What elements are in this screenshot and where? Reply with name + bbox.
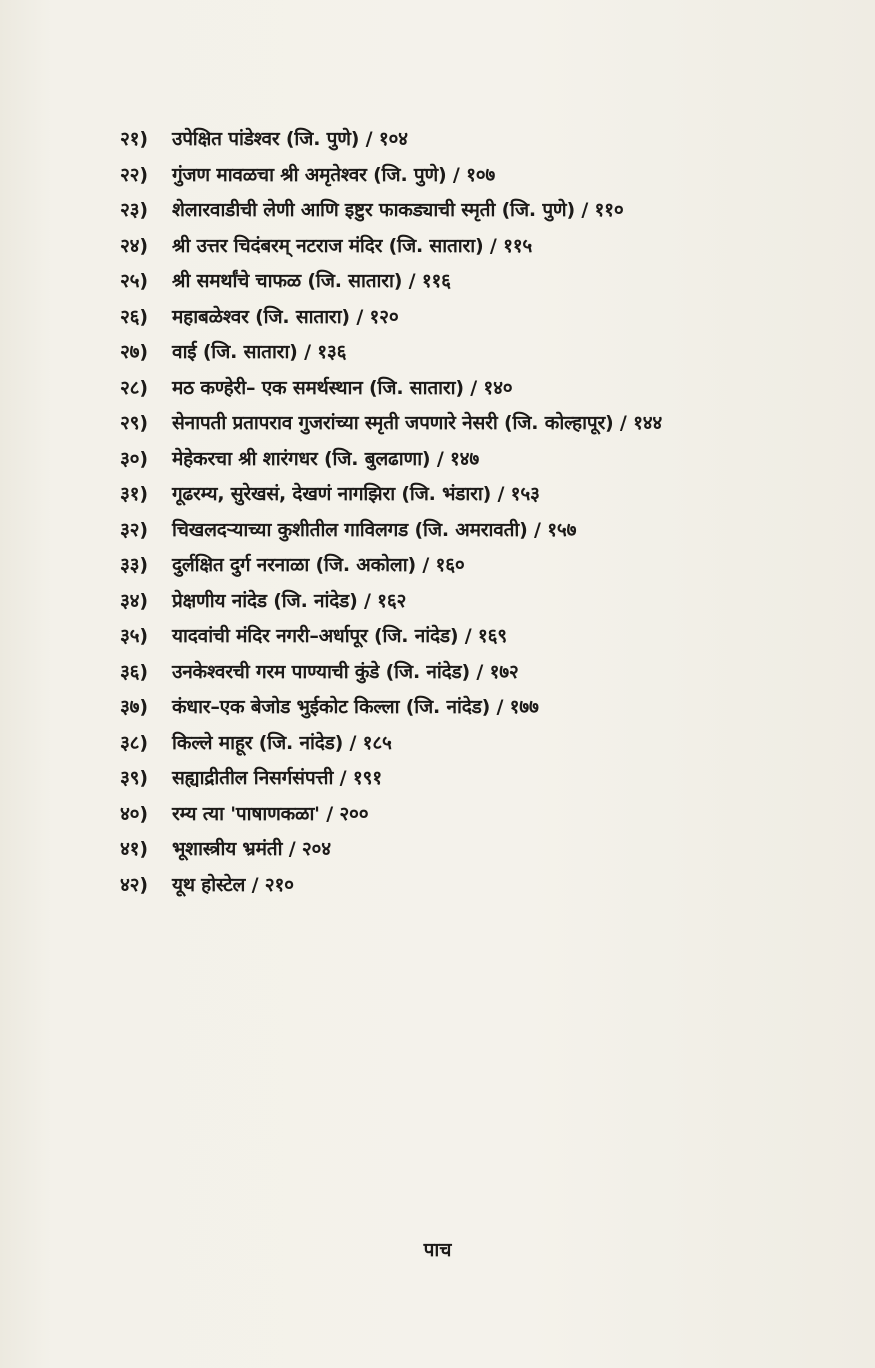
entry-number: ३९) (120, 767, 148, 789)
entry-title: यादवांची मंदिर नगरी–अर्धापूर (जि. नांदेड) / १६९ (172, 625, 507, 647)
entry-title: प्रेक्षणीय नांदेड (जि. नांदेड) / १६२ (172, 589, 407, 612)
entry-title: वाई (जि. सातारा) / १३६ (172, 341, 347, 363)
toc-entry (120, 158, 840, 194)
entry-title: सेनापती प्रतापराव गुजरांच्या स्मृती जपणारे नेसरी (जि. कोल्हापूर) / १४४ (172, 412, 663, 434)
entry-number: ४०) (120, 802, 148, 825)
toc-entry (120, 690, 840, 726)
toc-entry (120, 761, 840, 797)
toc-entry (120, 229, 840, 265)
entry-title: शेलारवाडीची लेणी आणि इष्टुर फाकड्याची स्मृती (जि. पुणे) / ११० (172, 199, 624, 221)
entry-title: उनकेश्वरची गरम पाण्याची कुंडे (जि. नांदेड) / १७२ (172, 660, 519, 683)
entry-number: ३१) (120, 483, 148, 505)
entry-title: दुर्लक्षित दुर्ग नरनाळा (जि. अकोला) / १६० (172, 554, 465, 576)
toc-entry (120, 584, 840, 620)
toc-entry (120, 371, 840, 407)
toc-entry (120, 513, 840, 549)
toc-entry (120, 193, 840, 229)
entry-title: भूशास्त्रीय भ्रमंती / २०४ (172, 838, 331, 860)
entry-title: गूढरम्य, सुरेखसं, देखणं नागझिरा (जि. भंडारा) / १५३ (172, 483, 540, 505)
toc-entry (120, 548, 840, 584)
toc-entry (120, 655, 840, 691)
toc-entry (120, 726, 840, 762)
entry-number: २८) (120, 376, 148, 399)
table-of-contents (120, 122, 840, 903)
entry-number: २२) (120, 163, 148, 186)
entry-number: २९) (120, 412, 148, 434)
toc-entry (120, 477, 840, 513)
entry-title: मठ कण्हेरी– एक समर्थस्थान (जि. सातारा) / १४० (172, 376, 513, 399)
entry-number: २४) (120, 234, 148, 257)
toc-entry (120, 122, 840, 158)
entry-number: ४१) (120, 838, 148, 860)
toc-entry (120, 264, 840, 300)
entry-number: ३६) (120, 660, 148, 683)
toc-entry (120, 300, 840, 336)
entry-title: श्री उत्तर चिदंबरम् नटराज मंदिर (जि. सातारा) / ११५ (172, 234, 533, 257)
toc-entry (120, 619, 840, 655)
entry-number: ३८) (120, 731, 148, 754)
entry-number: ३५) (120, 625, 148, 647)
entry-number: २६) (120, 305, 148, 328)
entry-title: यूथ होस्टेल / २१० (172, 873, 294, 896)
entry-number: ३७) (120, 696, 148, 718)
entry-title: गुंजण मावळचा श्री अमृतेश्वर (जि. पुणे) / १०७ (172, 163, 496, 186)
entry-number: २५) (120, 270, 148, 292)
toc-entry (120, 797, 840, 833)
toc-entry (120, 442, 840, 478)
entry-title: रम्य त्या 'पाषाणकळा' / २०० (172, 802, 369, 825)
entry-number: २१) (120, 128, 148, 150)
entry-number: २७) (120, 341, 148, 363)
entry-number: ३२) (120, 518, 148, 541)
toc-entry (120, 406, 840, 442)
entry-number: ३४) (120, 589, 148, 612)
entry-title: कंधार–एक बेजोड भुईकोट किल्ला (जि. नांदेड) / १७७ (172, 696, 539, 718)
entry-title: किल्ले माहूर (जि. नांदेड) / १८५ (172, 731, 392, 754)
toc-entry (120, 335, 840, 371)
entry-title: चिखलदऱ्याच्या कुशीतील गाविलगड (जि. अमरावती) / १५७ (172, 518, 577, 541)
entry-number: ३०) (120, 447, 148, 470)
entry-number: २३) (120, 199, 148, 221)
entry-number: ४२) (120, 873, 148, 896)
entry-title: महाबळेश्वर (जि. सातारा) / १२० (172, 305, 399, 328)
toc-entry (120, 868, 840, 904)
entry-title: मेहेकरचा श्री शारंगधर (जि. बुलढाणा) / १४७ (172, 447, 480, 470)
entry-title: उपेक्षित पांडेश्वर (जि. पुणे) / १०४ (172, 128, 408, 150)
entry-title: श्री समर्थांचे चाफळ (जि. सातारा) / ११६ (172, 270, 451, 292)
entry-title: सह्याद्रीतील निसर्गसंपत्ती / १९१ (172, 767, 382, 789)
entry-number: ३३) (120, 554, 148, 576)
page-number: पाच (423, 1239, 452, 1261)
toc-entry (120, 832, 840, 868)
